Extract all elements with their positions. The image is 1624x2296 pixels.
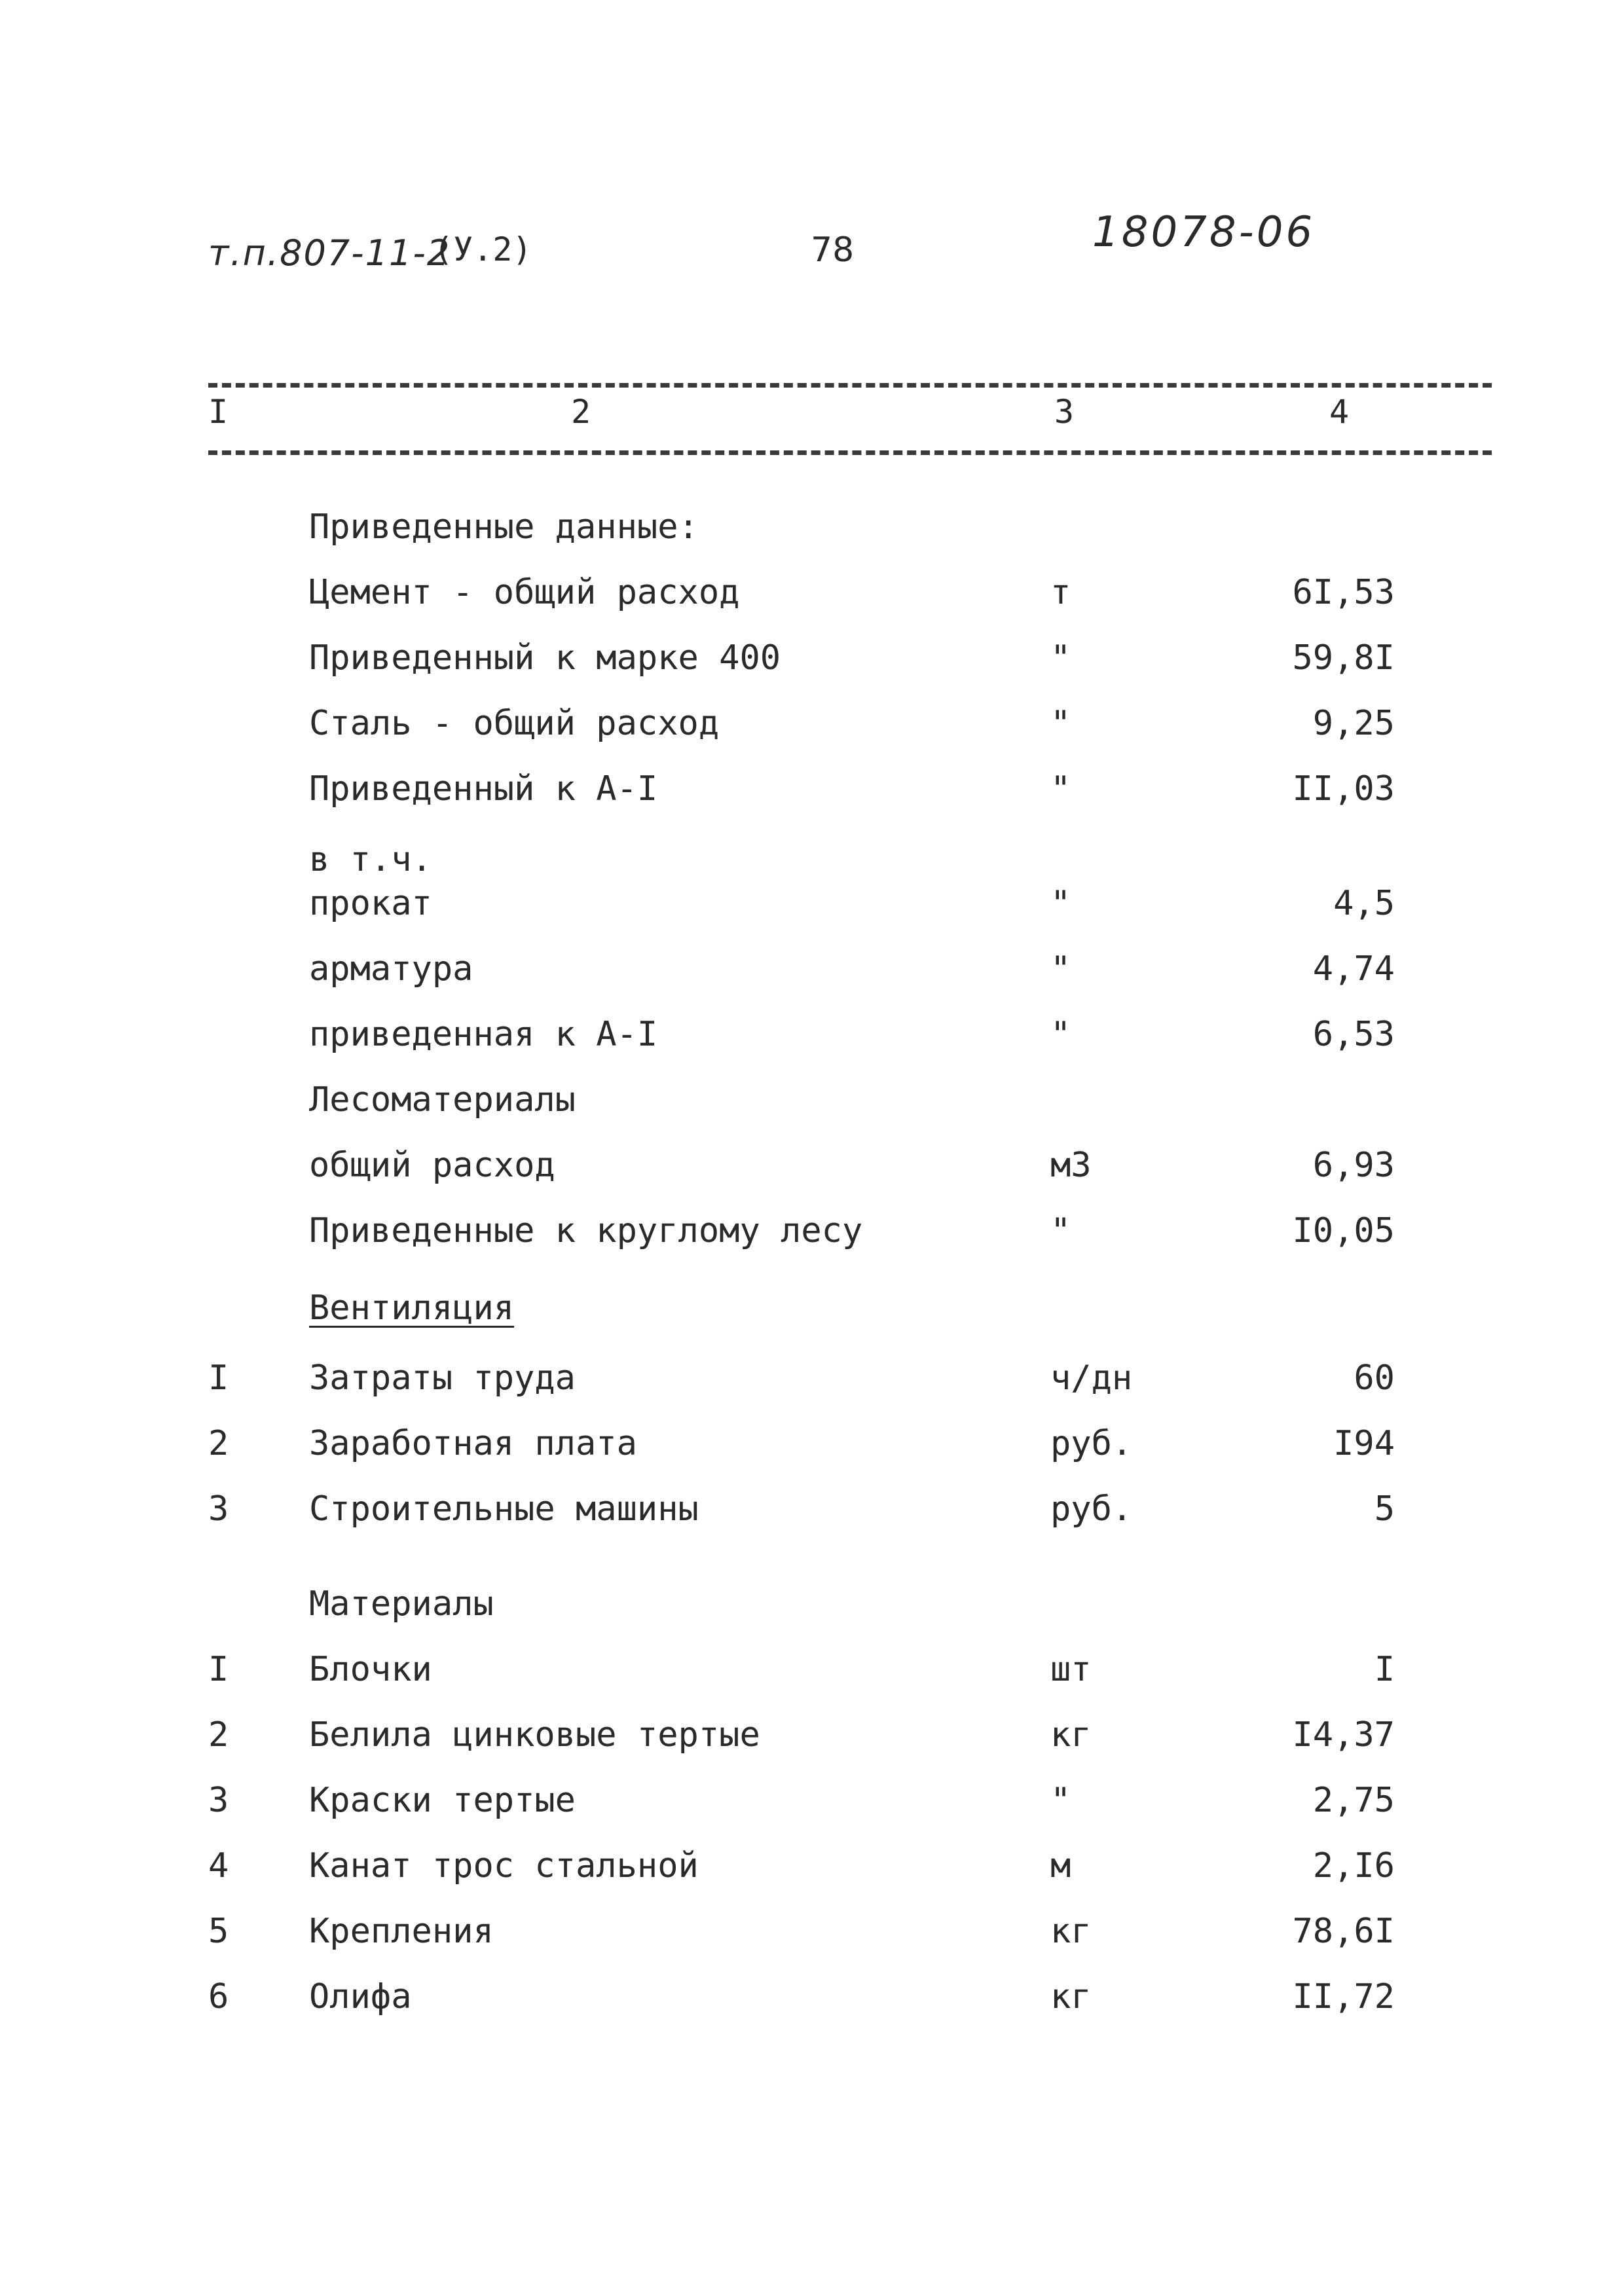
table-row (0, 1288, 1624, 1341)
row-unit: " (1050, 949, 1071, 989)
row-name: арматура (309, 949, 473, 989)
table-row (0, 1489, 1624, 1542)
column-header-1: I (208, 393, 229, 431)
table-row (0, 1080, 1624, 1133)
row-value: 6,53 (1312, 1015, 1395, 1054)
table-top-divider (208, 383, 1492, 388)
row-number: 2 (208, 1424, 229, 1463)
row-name: Блочки (309, 1650, 432, 1689)
row-value: 9,25 (1312, 704, 1395, 743)
row-unit: м (1050, 1846, 1071, 1886)
row-value: I (1374, 1650, 1395, 1689)
row-unit: " (1050, 1781, 1071, 1820)
page-number: 78 (811, 230, 855, 270)
row-value: 6I,53 (1292, 573, 1395, 612)
row-name: Сталь - общий расход (309, 704, 720, 743)
row-unit: т (1050, 573, 1071, 612)
row-unit: " (1050, 884, 1071, 923)
row-unit: шт (1050, 1650, 1092, 1689)
table-row (0, 1715, 1624, 1768)
row-name: Приведенный к марке 400 (309, 638, 781, 678)
row-value: 6,93 (1312, 1146, 1395, 1185)
table-row (0, 884, 1624, 936)
row-name: Затраты труда (309, 1358, 576, 1398)
row-value: 2,75 (1312, 1781, 1395, 1820)
row-name: Строительные машины (309, 1489, 699, 1529)
row-value: 78,6I (1292, 1912, 1395, 1951)
row-number: 5 (208, 1912, 229, 1951)
row-unit: кг (1050, 1977, 1092, 2016)
row-name: Вентиляция (309, 1288, 515, 1328)
row-unit: " (1050, 1015, 1071, 1054)
table-row (0, 704, 1624, 756)
column-header-2: 2 (571, 393, 591, 431)
row-number: 2 (208, 1715, 229, 1755)
row-name: прокат (309, 884, 432, 923)
table-row (0, 507, 1624, 560)
row-name: Приведенные данные: (309, 507, 699, 547)
row-name: Белила цинковые тертые (309, 1715, 760, 1755)
row-number: I (208, 1358, 229, 1398)
row-number: 4 (208, 1846, 229, 1886)
table-row (0, 949, 1624, 1002)
table-row (0, 1650, 1624, 1702)
table-row (0, 1358, 1624, 1411)
column-header-4: 4 (1329, 393, 1350, 431)
table-header-divider (208, 450, 1492, 455)
row-name: Крепления (309, 1912, 494, 1951)
row-number: 6 (208, 1977, 229, 2016)
row-unit: кг (1050, 1912, 1092, 1951)
row-unit: " (1050, 704, 1071, 743)
row-value: 2,I6 (1312, 1846, 1395, 1886)
inventory-number: 18078-06 (1092, 208, 1316, 257)
row-unit: ч/дн (1050, 1358, 1133, 1398)
row-name: Краски тертые (309, 1781, 576, 1820)
row-value: II,03 (1292, 769, 1395, 809)
row-unit: " (1050, 638, 1071, 678)
table-row (0, 1912, 1624, 1964)
table-row (0, 1424, 1624, 1476)
row-name: Цемент - общий расход (309, 573, 740, 612)
row-value: I0,05 (1292, 1211, 1395, 1250)
table-row (0, 1584, 1624, 1637)
row-name: общий расход (309, 1146, 555, 1185)
row-unit: руб. (1050, 1424, 1133, 1463)
table-row (0, 1846, 1624, 1899)
row-name: Приведенные к круглому лесу (309, 1211, 863, 1250)
row-name: Материалы (309, 1584, 494, 1624)
document-code: т.п.807-11-2 (208, 232, 451, 274)
revision-label: (У.2) (434, 230, 532, 268)
table-row (0, 1781, 1624, 1833)
row-number: 3 (208, 1489, 229, 1529)
row-number: I (208, 1650, 229, 1689)
row-name: Заработная плата (309, 1424, 637, 1463)
row-name: Олифа (309, 1977, 412, 2016)
row-value: 5 (1374, 1489, 1395, 1529)
row-value: 4,5 (1333, 884, 1395, 923)
row-value: 60 (1354, 1358, 1395, 1398)
table-row (0, 1211, 1624, 1264)
table-row (0, 638, 1624, 691)
table-row (0, 769, 1624, 822)
row-unit: кг (1050, 1715, 1092, 1755)
row-unit: м3 (1050, 1146, 1092, 1185)
table-row (0, 1015, 1624, 1067)
row-number: 3 (208, 1781, 229, 1820)
row-unit: " (1050, 769, 1071, 809)
row-name: Лесоматериалы (309, 1080, 576, 1120)
table-row (0, 1146, 1624, 1198)
row-name: в т.ч. (309, 840, 432, 879)
row-value: 4,74 (1312, 949, 1395, 989)
row-value: II,72 (1292, 1977, 1395, 2016)
row-value: I4,37 (1292, 1715, 1395, 1755)
table-row (0, 573, 1624, 625)
row-name: приведенная к А-I (309, 1015, 658, 1054)
row-name: Приведенный к А-I (309, 769, 658, 809)
row-value: 59,8I (1292, 638, 1395, 678)
table-row (0, 1977, 1624, 2030)
row-unit: руб. (1050, 1489, 1133, 1529)
row-value: I94 (1333, 1424, 1395, 1463)
column-header-3: 3 (1054, 393, 1075, 431)
row-name: Канат трос стальной (309, 1846, 699, 1886)
row-unit: " (1050, 1211, 1071, 1250)
